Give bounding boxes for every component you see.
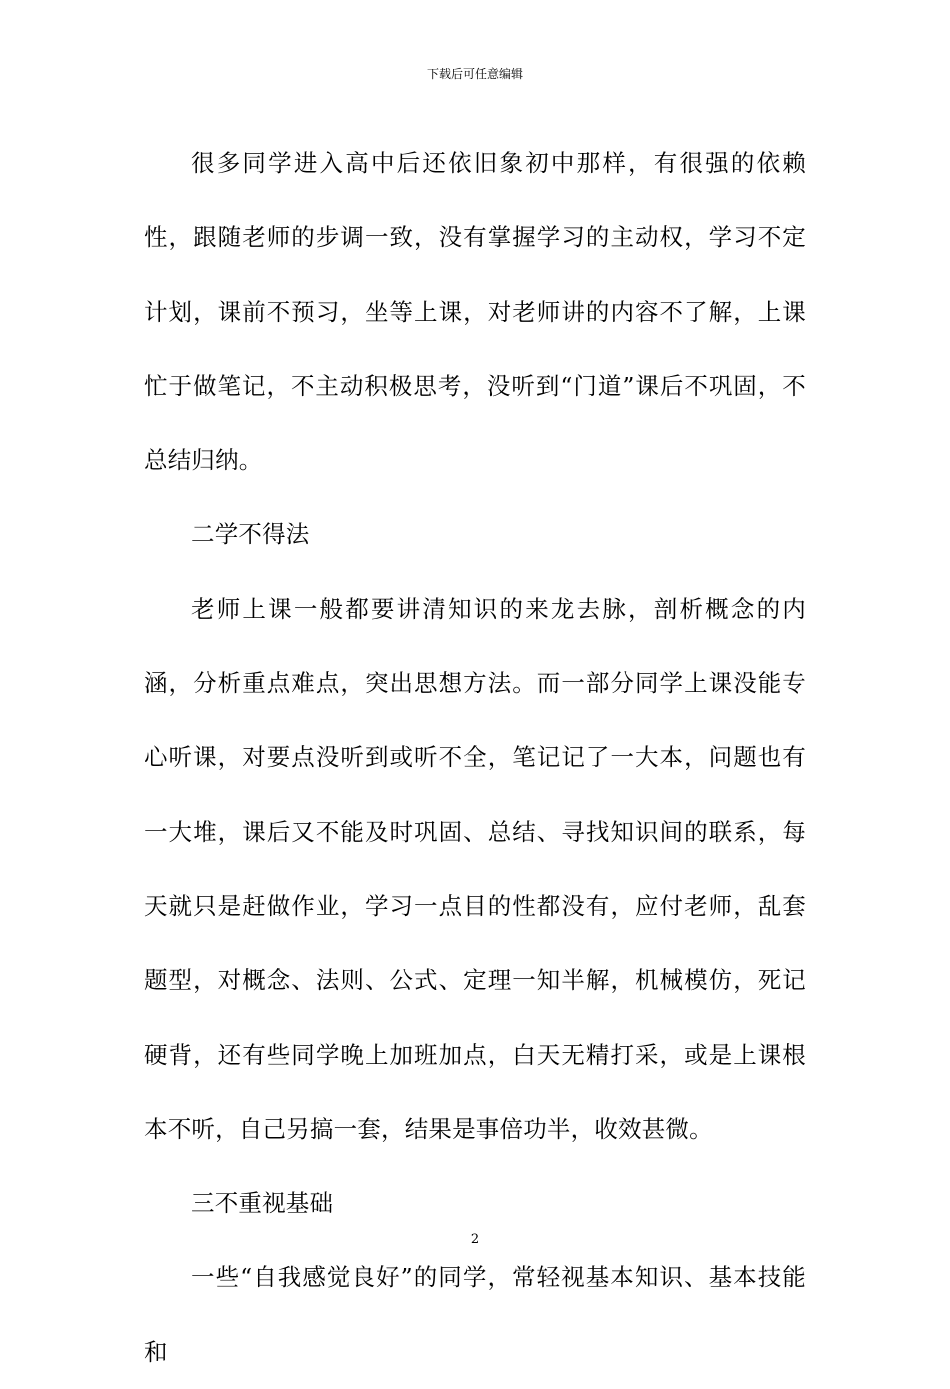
page-header: 下载后可任意编辑 bbox=[426, 67, 523, 81]
document-body bbox=[144, 126, 806, 1389]
paragraph-method: 老师上课一般都要讲清知识的来龙去脉，剖析概念的内涵，分析重点难点，突出思想方法。而一部分同学上课没能专心听课，对要点没听到或听不全，笔记记了一大本，问题也有一大堆，课后又不能及时巩固、总结、寻找知识间的联系，每天就只是赶做作业，学习一点目的性都没有，应付老师，乱套题型，对概念、法则、公式、定理一知半解，机械模仿，死记硬背，还有些同学晚上加班加点，白天无精打采，或是上课根本不听，自己另搞一套，结果是事倍功半，收效甚微。 bbox=[144, 594, 806, 1143]
section-heading-basics: 三不重视基础 bbox=[191, 1189, 334, 1218]
paragraph-basics: 一些“自我感觉良好”的同学，常轻视基本知识、基本技能和 bbox=[144, 1263, 806, 1366]
section-heading-method: 二学不得法 bbox=[191, 520, 310, 549]
paragraph-dependency: 很多同学进入高中后还依旧象初中那样，有很强的依赖性，跟随老师的步调一致，没有掌握学习的主动权，学习不定计划，课前不预习，坐等上课，对老师讲的内容不了解，上课忙于做笔记，不主动积极思考，没听到“门道”课后不巩固，不总结归纳。 bbox=[144, 149, 806, 475]
page-number: 2 bbox=[470, 1232, 480, 1247]
